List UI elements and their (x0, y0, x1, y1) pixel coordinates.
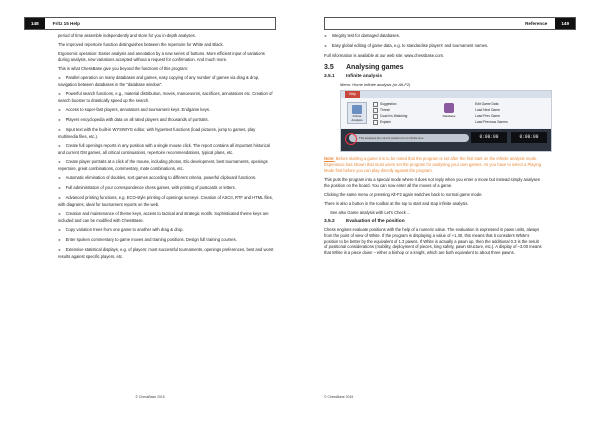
infinite-analysis-button (347, 102, 367, 124)
page-header (324, 17, 576, 30)
paragraph: Ergonomic operation: Easier analysis and annotation by a new series of buttons. More efficient input of variations during analysis, new variations accepted without a request for confirmation. And much more. (58, 51, 265, 62)
bullet-text: Create player portraits at a click of the mouse, including photos, Elo development, best tournaments, openings repertoire, great combinations, commentary, mate combinations, etc. (58, 158, 268, 171)
page-footer: © ChessBase 2015 (135, 395, 165, 399)
ribbon-game-option: Load Prev Game (475, 114, 500, 119)
bullet-text: Powerful search functions, e.g., material distribution, moves, manoeuvres, sacrifices, annotations etc. Creation of search booster to drastically speed up the search. (58, 91, 273, 103)
note-label: Note: (324, 156, 335, 162)
bullet-arrow-icon: ► (58, 196, 62, 200)
ribbon-game-options (475, 101, 508, 125)
paragraph: This is what ChessBase give you beyond the functions of this program: (58, 66, 189, 72)
bullet-arrow-icon: ► (58, 237, 62, 242)
database-icon (444, 103, 454, 113)
bullet-item (58, 107, 276, 114)
paragraph: The improved repertoire function distinguishes between the repertoire for White and Black. (58, 42, 224, 48)
database-label: Database (442, 114, 456, 119)
bullet-text: Players encyclopedia with data on all rated players and thousands of portraits. (65, 117, 209, 123)
bullet-item (58, 117, 276, 124)
clock-black: 0:00:00 (511, 132, 547, 143)
page-number: 149 (555, 18, 575, 29)
option-label: Coach is Watching (380, 114, 408, 119)
subsection-number: 3.5.1 (324, 73, 335, 79)
bullet-arrow-icon: ► (58, 144, 62, 149)
paragraph: This puts the program into a special mode where it does not reply when you enter a move but instead simply analyses the position on the board. You can now enter all the moves of a game. (324, 177, 540, 188)
bullet-arrow-icon: ► (58, 227, 62, 232)
page-body (58, 33, 276, 263)
info-paragraph: Full information is available at our web site: www.chessbase.com. (324, 53, 445, 59)
bullet-arrow-icon: ► (58, 247, 62, 252)
tab-help: Help (345, 91, 360, 98)
bullet-item (324, 43, 542, 50)
paragraph: period of time assemble independently and store for you in-depth analyses. (58, 33, 196, 38)
bullet-item (58, 91, 276, 104)
subsection-title: Evaluation of the position (346, 219, 405, 225)
subsection-title: Infinite analysis (346, 73, 382, 79)
page-header-title: Reference (525, 21, 548, 26)
tooltip-hint: This analyses the current position for an infinite time (349, 134, 469, 142)
bullet-text: Integrity test for damaged databases. (331, 33, 400, 38)
section-title: Analysing games (346, 63, 404, 71)
ribbon (341, 98, 551, 128)
bullet-item (58, 175, 276, 182)
bullet-item (58, 185, 276, 192)
note-paragraph (324, 156, 542, 173)
bullet-arrow-icon: ► (324, 34, 328, 38)
right-page (300, 0, 600, 424)
ribbon-option (373, 119, 407, 125)
menu-path: Menu: Home Infinite analysis (or Alt-F2) (340, 81, 411, 87)
bullet-arrow-icon: ► (324, 44, 328, 49)
bullet-item (58, 211, 276, 224)
bullet-arrow-icon: ► (58, 92, 62, 97)
page-header (24, 17, 276, 30)
paragraph: There is also a button in the toolbar at the top to start and stop infinite analysis. (324, 201, 469, 207)
checkbox-icon (373, 108, 378, 113)
bullet-text: Copy variation trees from one game to another with drag & drop. (65, 226, 184, 232)
option-label: Suggestion (380, 102, 397, 107)
analysis-icon (352, 105, 362, 114)
option-label: Threat (380, 108, 390, 113)
section-number: 3.5 (324, 63, 334, 71)
infinite-analysis-label: Infinite Analysis (351, 114, 363, 122)
bullet-arrow-icon: ► (58, 118, 62, 123)
bullet-text: Parallel operation on many databases and games, easy copying of any number of games via drag & drop, navigation between databases in the "database window". (58, 75, 260, 87)
note-text: Before starting a game it is to be noted that the program is set after the first start on the Infinite analysis mode. Experience has shown that most users set the program for analysing your own games. As you have to select a Playing Mode first before you can play directly against the program. (324, 156, 542, 173)
subsection-number: 3.5.2 (324, 219, 335, 225)
ribbon-options (373, 101, 407, 125)
subsection-heading (324, 219, 542, 225)
bullet-item (58, 237, 276, 244)
bullet-item (58, 75, 276, 88)
bullet-item (58, 159, 276, 172)
bullet-arrow-icon: ► (58, 107, 62, 112)
paragraph: Clicking the same menu or pressing Alt-F2 again switches back to normal game mode. (324, 191, 483, 197)
clock-white: 0:00:00 (471, 132, 507, 143)
see-also-link[interactable]: See also Game analysis with Let's Check ... (330, 210, 411, 216)
ribbon-game-option: Load Next Game (475, 108, 500, 113)
bullet-text: Extensive statistical displays, e.g. of players: most successful tournaments, openings preferences, best and worst results against specific players, etc. (58, 246, 274, 259)
paragraph: Chess engines evaluate positions with the help of a numeric value. The evaluation is expressed in pawn units, always from the point of view of White. If the program is displaying a value of +1.30, this means that it considers White's position to be better by the equivalent of 1.3 pawns. If White is actually a pawn up, then the additional 0.3 is the result of positional considerations (mobility, deployment of pieces, king safety, pawn structure, etc.). A display of –3.00 means that White is a piece down – either a bishop or a knight, which are both equivalent to about three pawns. (324, 227, 542, 256)
bullet-item (58, 127, 276, 140)
bullet-arrow-icon: ► (58, 128, 62, 133)
bullet-text: Create full openings reports in any position with a single mouse click. The report contains all important historical and current GM games, all critical continuations, repertoire recommendations, typical plans, etc. (58, 143, 270, 155)
bullet-text: Advanced printing functions, e.g. ECO-style printing of openings surveys. Creation of ASCII, RTF and HTML files, with diagrams, ideal for tournament reports on the web. (58, 195, 273, 207)
option-label: Explain (380, 120, 391, 125)
page-footer: © ChessBase 2015 (324, 395, 354, 399)
page-body (324, 33, 542, 259)
bullet-text: Automatic elimination of doubles, sort games according to different criteria, powerful clipboard functions. (65, 174, 257, 180)
bullet-text: Creation and maintenance of theme keys, access to tactical and strategic motifs. Sophisticated theme keys are included and can be modified with ChessBase. (58, 210, 269, 223)
subsection-heading (324, 74, 542, 80)
bullet-text: Input text with the built-in WYSIWYG editor, with hypertext functions (load pictures, jump to games, play multimedia files, etc.). (58, 127, 256, 139)
bullet-text: Easy global editing of game data, e.g. to standardise players' and tournament names. (331, 43, 489, 49)
page-header-title: Fritz 15 Help (52, 21, 80, 26)
bullet-item (58, 247, 276, 260)
checkbox-icon (373, 114, 378, 119)
bullet-item (58, 143, 276, 156)
ribbon-game-option: Load Previous Games (475, 120, 508, 125)
checkbox-icon (373, 120, 378, 125)
bullet-item (324, 33, 542, 40)
bullet-arrow-icon: ► (58, 76, 62, 81)
bullet-arrow-icon: ► (58, 211, 62, 216)
bullet-item (58, 195, 276, 208)
bullet-item (58, 227, 276, 234)
bullet-text: Full administration of your correspondence chess games, with printing of postcards or letters. (65, 184, 236, 190)
bullet-text: Enter spoken commentary to game moves and training positions. Design full training courses. (65, 236, 237, 242)
bullet-arrow-icon: ► (58, 185, 62, 190)
bullet-arrow-icon: ► (58, 159, 62, 164)
ribbon-tabbar (341, 91, 551, 98)
database-button (441, 103, 457, 121)
bullet-arrow-icon: ► (58, 175, 62, 180)
page-number: 148 (25, 18, 45, 29)
ribbon-game-option: Edit Game Data (475, 102, 499, 107)
checkbox-icon (373, 102, 378, 107)
ribbon-screenshot (340, 90, 552, 152)
bullet-text: Access to super-fast players, annotators and tournament keys. Endgame keys. (65, 106, 211, 112)
section-heading (324, 65, 542, 71)
